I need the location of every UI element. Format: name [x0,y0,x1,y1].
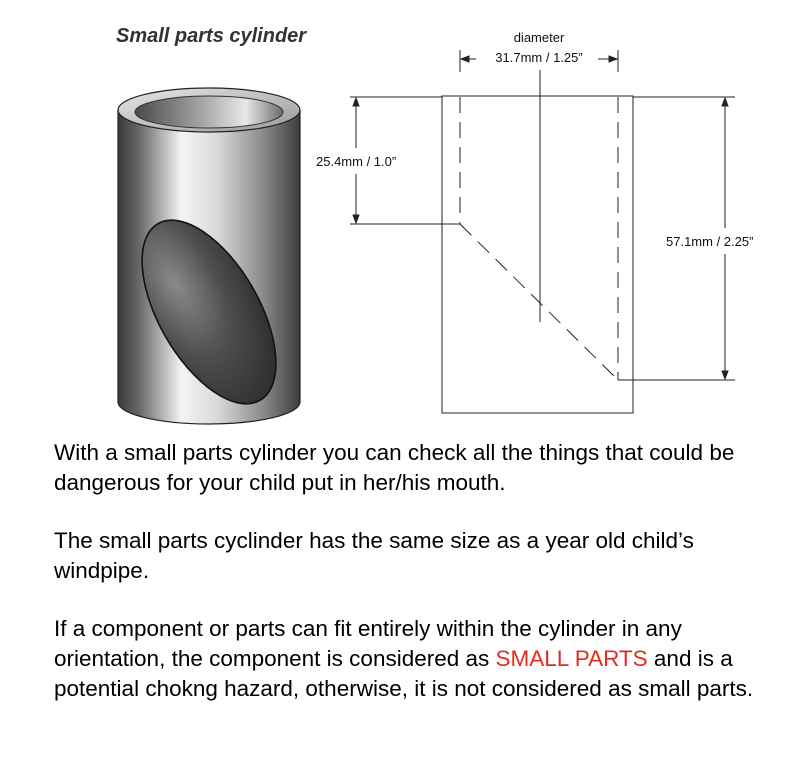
cylinder-illustration [115,88,304,425]
explanation-text [54,438,784,732]
diameter-label: diameter [513,30,565,45]
paragraph-windpipe: The small parts cyclinder has the same size as a year old child’s windpipe. [54,528,694,583]
definition-text-end: and is a potential chokng hazard, otherwise, it is not considered as small parts. [54,646,754,701]
paragraph-definition [54,614,784,704]
total-height-value: 57.1mm / 2.25” [666,234,754,249]
paragraph-check: With a small parts cylinder you can check all the things that could be dangerous for your child put in her/his mouth. [54,440,735,495]
cylinder-technical-drawing [350,50,735,413]
definition-text-start: If a component or parts can fit entirely within the cylinder in any orientation, the component is considered as [54,616,682,671]
diagram-title: Small parts cylinder [116,25,307,47]
upper-height-value: 25.4mm / 1.0” [316,154,397,169]
diameter-value: 31.7mm / 1.25” [495,50,583,65]
small-parts-highlight: SMALL PARTS [495,646,648,671]
